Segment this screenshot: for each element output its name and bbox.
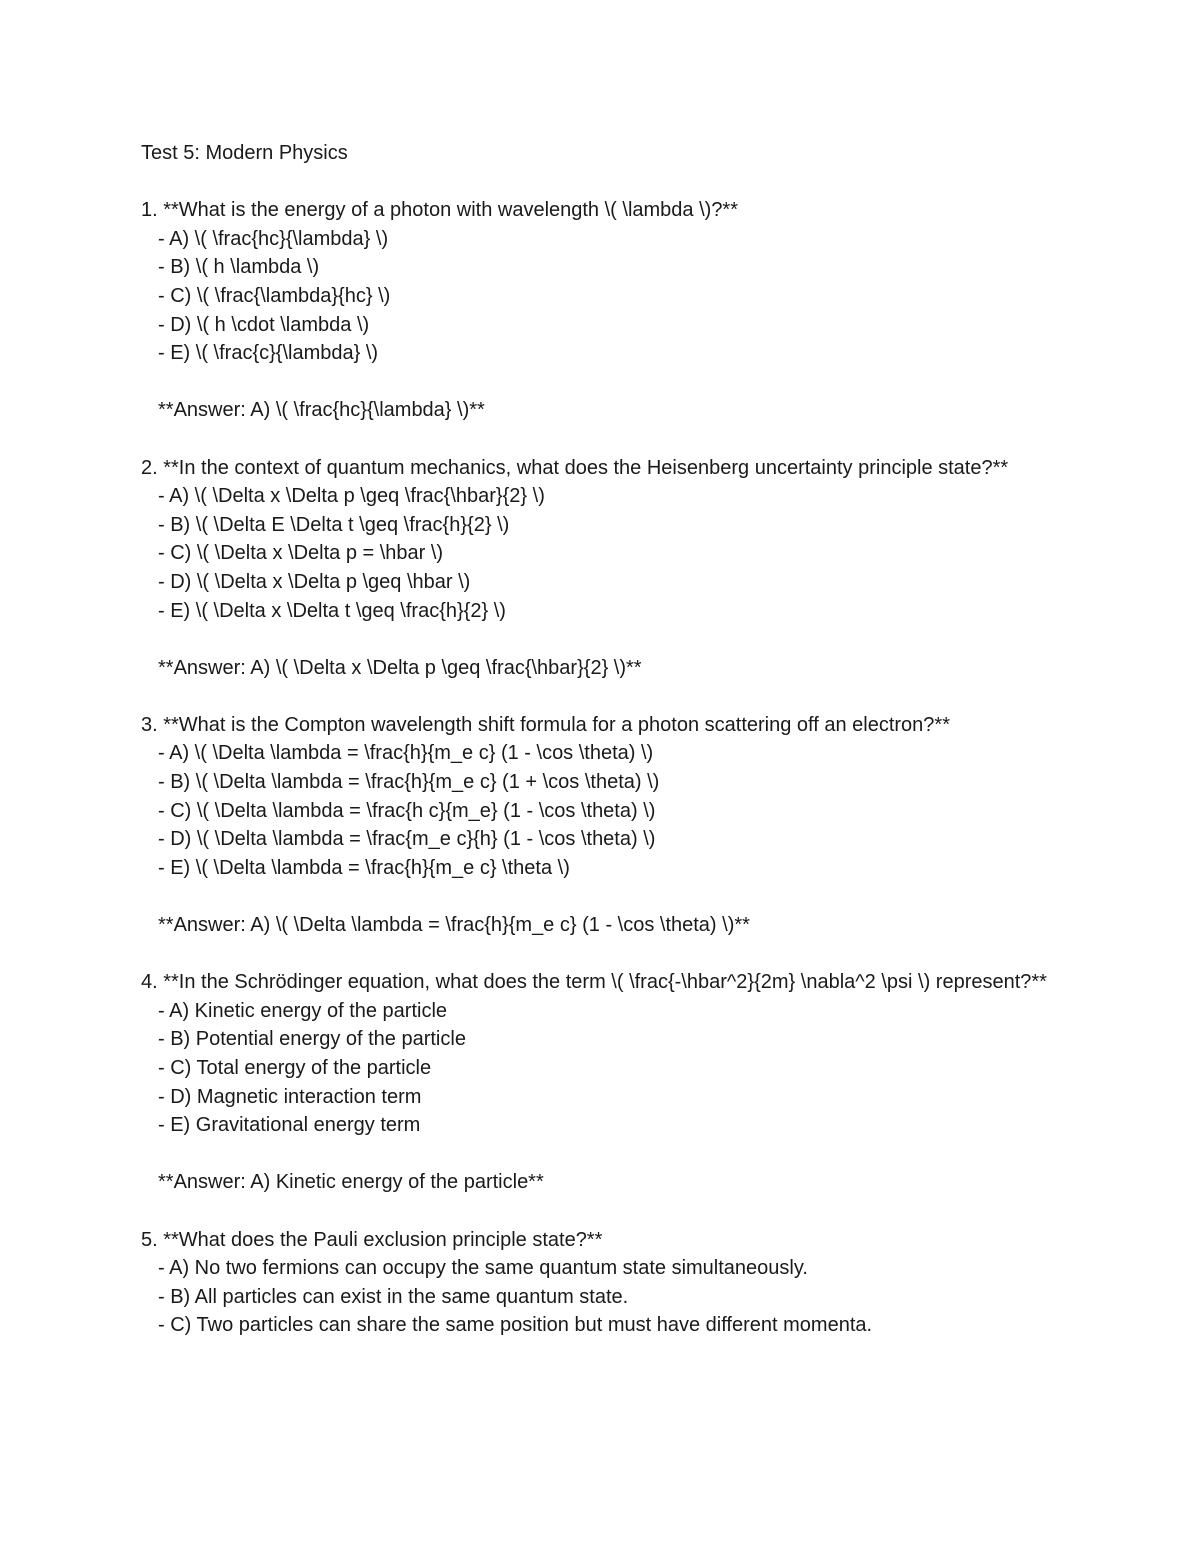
option-c: - C) \( \Delta x \Delta p = \hbar \) xyxy=(158,542,444,565)
option-b: - B) Potential energy of the particle xyxy=(158,1028,466,1051)
question-text: 1. **What is the energy of a photon with wavelength \( \lambda \)?** xyxy=(141,199,739,222)
option-d: - D) \( \Delta x \Delta p \geq \hbar \) xyxy=(158,570,471,593)
question-text: 5. **What does the Pauli exclusion principle state?** xyxy=(141,1228,603,1251)
option-c: - C) Total energy of the particle xyxy=(158,1057,432,1079)
spacer xyxy=(141,168,1101,197)
question-block xyxy=(141,711,1101,968)
option-d: - D) Magnetic interaction term xyxy=(158,1085,422,1108)
spacer xyxy=(141,625,1101,654)
option-d: - D) \( \Delta \lambda = \frac{m_e c}{h} (1 - \cos \theta) \) xyxy=(158,828,656,851)
option-e: - E) \( \frac{c}{\lambda} \) xyxy=(158,342,379,365)
question-block xyxy=(141,1226,1101,1340)
option-e: - E) \( \Delta x \Delta t \geq \frac{h}{2} \) xyxy=(158,599,506,622)
answer-text: **Answer: A) \( \frac{hc}{\lambda} \)** xyxy=(158,399,485,422)
option-a: - A) No two fermions can occupy the same quantum state simultaneously. xyxy=(158,1257,808,1280)
answer-text: **Answer: A) \( \Delta \lambda = \frac{h}{m_e c} (1 - \cos \theta) \)** xyxy=(158,914,750,937)
document-title: Test 5: Modern Physics xyxy=(141,142,348,164)
option-a: - A) \( \frac{hc}{\lambda} \) xyxy=(158,227,389,250)
spacer xyxy=(141,940,1101,969)
option-c: - C) \( \Delta \lambda = \frac{h c}{m_e} (1 - \cos \theta) \) xyxy=(158,799,656,822)
option-b: - B) All particles can exist in the same quantum state. xyxy=(158,1285,629,1308)
option-e: - E) \( \Delta \lambda = \frac{h}{m_e c} \theta \) xyxy=(158,856,570,879)
spacer xyxy=(141,368,1101,397)
spacer xyxy=(141,882,1101,911)
spacer xyxy=(141,682,1101,711)
spacer xyxy=(141,1197,1101,1226)
option-c: - C) Two particles can share the same position but must have different momenta. xyxy=(158,1314,873,1337)
option-a: - A) Kinetic energy of the particle xyxy=(158,999,448,1022)
question-text: 2. **In the context of quantum mechanics, what does the Heisenberg uncertainty principle state?** xyxy=(141,456,1009,479)
option-b: - B) \( \Delta E \Delta t \geq \frac{h}{2} \) xyxy=(158,513,510,536)
document-page xyxy=(141,139,1101,1340)
option-b: - B) \( \Delta \lambda = \frac{h}{m_e c} (1 + \cos \theta) \) xyxy=(158,771,660,794)
option-c: - C) \( \frac{\lambda}{hc} \) xyxy=(158,284,391,307)
option-b: - B) \( h \lambda \) xyxy=(158,256,320,279)
question-block xyxy=(141,196,1101,453)
spacer xyxy=(141,425,1101,454)
option-d: - D) \( h \cdot \lambda \) xyxy=(158,313,370,336)
question-block xyxy=(141,454,1101,711)
option-a: - A) \( \Delta x \Delta p \geq \frac{\hbar}{2} \) xyxy=(158,485,545,508)
option-a: - A) \( \Delta \lambda = \frac{h}{m_e c} (1 - \cos \theta) \) xyxy=(158,742,654,765)
question-text: 3. **What is the Compton wavelength shift formula for a photon scattering off an electron?** xyxy=(141,713,950,736)
question-block xyxy=(141,968,1101,1225)
option-e: - E) Gravitational energy term xyxy=(158,1114,421,1137)
answer-text: **Answer: A) \( \Delta x \Delta p \geq \frac{\hbar}{2} \)** xyxy=(158,656,642,679)
question-text: 4. **In the Schrödinger equation, what does the term \( \frac{-\hbar^2}{2m} \nabla^2 \psi \) represent?** xyxy=(141,971,1047,994)
spacer xyxy=(141,1140,1101,1169)
answer-text: **Answer: A) Kinetic energy of the particle** xyxy=(158,1171,544,1194)
